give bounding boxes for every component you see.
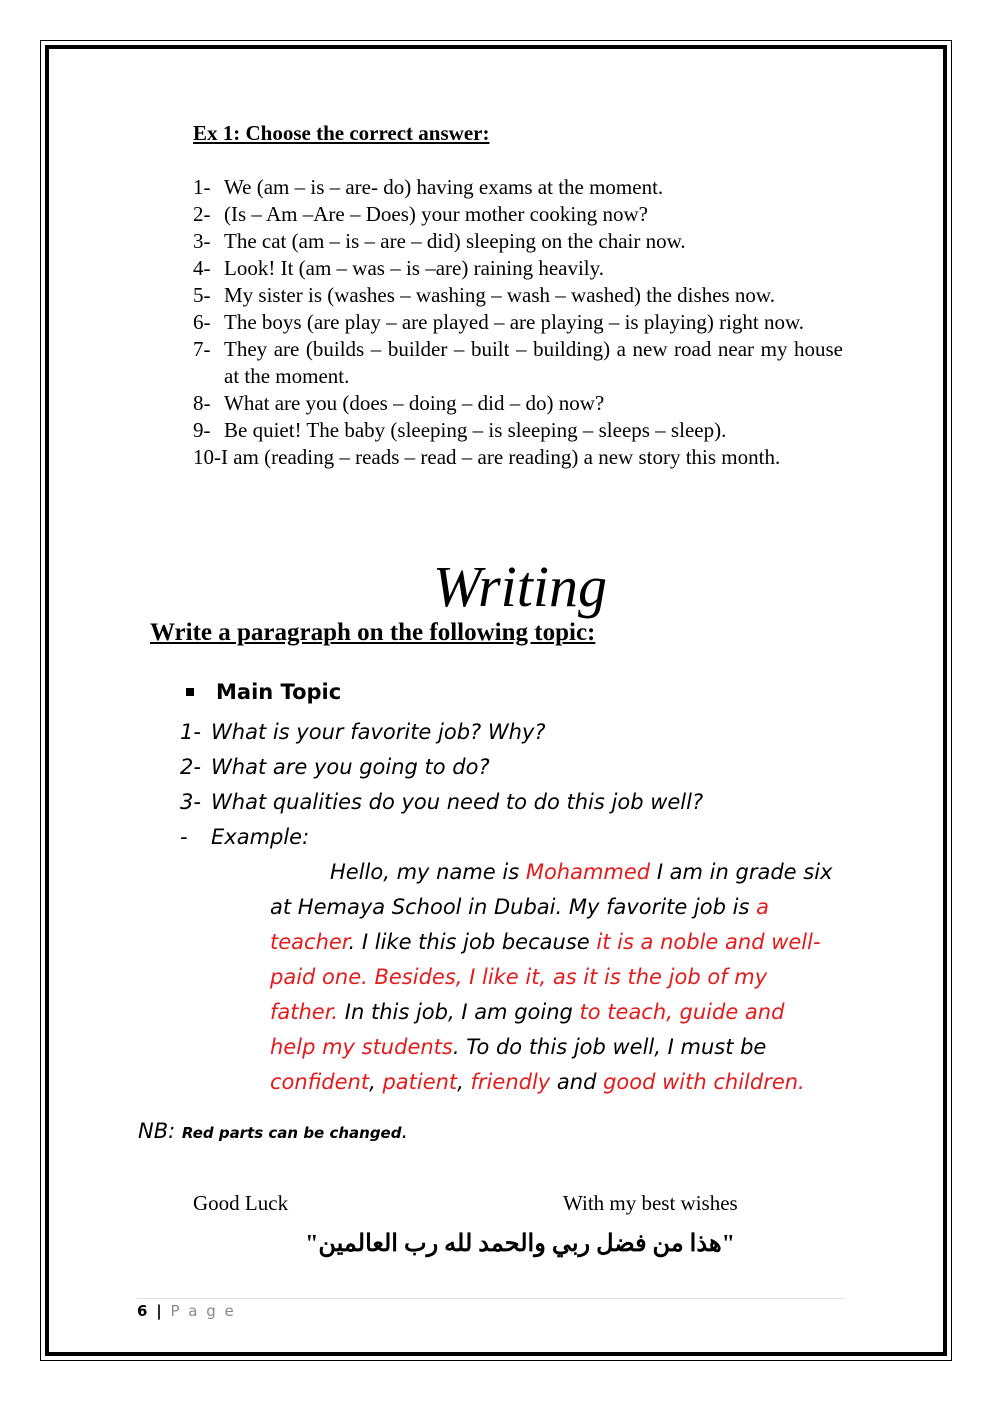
question-text: They are (builds – builder – built – building) a new road near my house at the moment. <box>224 337 843 388</box>
paragraph-text: and <box>550 1070 604 1094</box>
paragraph-text: In this job, I am going <box>338 1000 580 1024</box>
paragraph-highlight: to teach, guide and <box>579 1000 785 1024</box>
question-6 <box>193 309 843 336</box>
question-text: The cat (am – is – are – did) sleeping on the chair now. <box>224 229 686 253</box>
nb-note <box>138 1119 408 1143</box>
paragraph-text: , <box>457 1070 471 1094</box>
topic-question <box>180 715 703 750</box>
topic-question-text: What is your favorite job? Why? <box>211 720 546 744</box>
paragraph-line: paid one. Besides, I like it, as it is the job of my <box>270 965 768 989</box>
good-luck-text: Good Luck <box>193 1191 289 1215</box>
topic-question-text: What are you going to do? <box>211 755 490 779</box>
paragraph-highlight: it is a noble and well- <box>596 930 821 954</box>
question-text: The boys (are play – are played – are playing – is playing) right now. <box>224 310 805 334</box>
paragraph-text: Hello, my name is <box>330 860 526 884</box>
paragraph-text: at Hemaya School in Dubai. My favorite job is <box>270 895 757 919</box>
question-4 <box>193 255 843 282</box>
paragraph-highlight: friendly <box>470 1070 551 1094</box>
example-paragraph <box>270 855 850 1100</box>
question-number: 2- <box>193 202 211 226</box>
question-number: 1- <box>193 175 211 199</box>
nb-label: NB: <box>138 1119 176 1143</box>
page-label: P a g e <box>170 1302 236 1320</box>
question-number: 6- <box>193 310 211 334</box>
question-text: We (am – is – are- do) having exams at the moment. <box>224 175 664 199</box>
paragraph-text: , <box>369 1070 383 1094</box>
best-wishes-text: With my best wishes <box>563 1191 738 1215</box>
question-number: 7- <box>193 337 211 361</box>
paragraph-highlight: Mohammed <box>525 860 651 884</box>
paragraph-line <box>270 925 850 960</box>
question-9 <box>193 417 843 444</box>
paragraph-highlight: help my students <box>270 1035 453 1059</box>
paragraph-text: I am in grade six <box>650 860 833 884</box>
topic-question <box>180 785 703 820</box>
question-8 <box>193 390 843 417</box>
footer-divider <box>137 1298 845 1299</box>
paragraph-line <box>270 1030 850 1065</box>
paragraph-line <box>270 1065 850 1100</box>
question-1 <box>193 174 843 201</box>
square-bullet-icon <box>186 688 194 696</box>
question-text: My sister is (washes – washing – wash – washed) the dishes now. <box>224 283 775 307</box>
topic-question-number: 1- <box>180 720 201 744</box>
question-number: 9- <box>193 418 211 442</box>
question-list <box>193 174 843 471</box>
question-number: 5- <box>193 283 211 307</box>
topic-question <box>180 750 703 785</box>
question-number: 3- <box>193 229 211 253</box>
question-3 <box>193 228 843 255</box>
page-number: 6 <box>137 1302 150 1320</box>
paragraph-line <box>270 995 850 1030</box>
paragraph-highlight: a <box>756 895 769 919</box>
writing-heading: Writing <box>432 554 608 619</box>
dash-marker: - <box>180 825 188 849</box>
question-10: 10-I am (reading – reads – read – are reading) a new story this month. <box>193 445 781 469</box>
footer-separator: | <box>156 1302 164 1320</box>
topic-question-number: 2- <box>180 755 201 779</box>
question-7 <box>193 336 843 390</box>
example-label <box>180 820 703 855</box>
topic-questions <box>180 715 703 855</box>
question-text: (Is – Am –Are – Does) your mother cooking now? <box>224 202 648 226</box>
nb-period: . <box>401 1119 409 1143</box>
question-5 <box>193 282 843 309</box>
question-number: 4- <box>193 256 211 280</box>
paragraph-highlight: good with children. <box>603 1070 805 1094</box>
paragraph-text: . To do this job well, I must be <box>452 1035 767 1059</box>
question-text: What are you (does – doing – did – do) now? <box>224 391 605 415</box>
paragraph-highlight: patient <box>382 1070 458 1094</box>
main-topic <box>186 680 341 704</box>
example-text: Example: <box>211 825 310 849</box>
question-number: 8- <box>193 391 211 415</box>
paragraph-highlight: confident <box>270 1070 370 1094</box>
paragraph-highlight: teacher <box>270 930 349 954</box>
arabic-blessing: "هذا من فضل ربي والحمد لله رب العالمين" <box>305 1231 735 1257</box>
writing-instruction: Write a paragraph on the following topic: <box>150 619 596 646</box>
question-text: Be quiet! The baby (sleeping – is sleeping – sleeps – sleep). <box>224 418 727 442</box>
topic-question-number: 3- <box>180 790 201 814</box>
nb-text: Red parts can be changed <box>181 1124 402 1142</box>
main-topic-label: Main Topic <box>216 680 342 704</box>
paragraph-highlight: father. <box>270 1000 339 1024</box>
question-2 <box>193 201 843 228</box>
question-text: Look! It (am – was – is –are) raining heavily. <box>224 256 605 280</box>
paragraph-text: . I like this job because <box>348 930 597 954</box>
topic-question-text: What qualities do you need to do this job well? <box>211 790 704 814</box>
paragraph-line <box>270 855 850 890</box>
page-footer <box>137 1302 236 1320</box>
paragraph-line <box>270 890 850 925</box>
exercise-title: Ex 1: Choose the correct answer: <box>193 121 490 145</box>
